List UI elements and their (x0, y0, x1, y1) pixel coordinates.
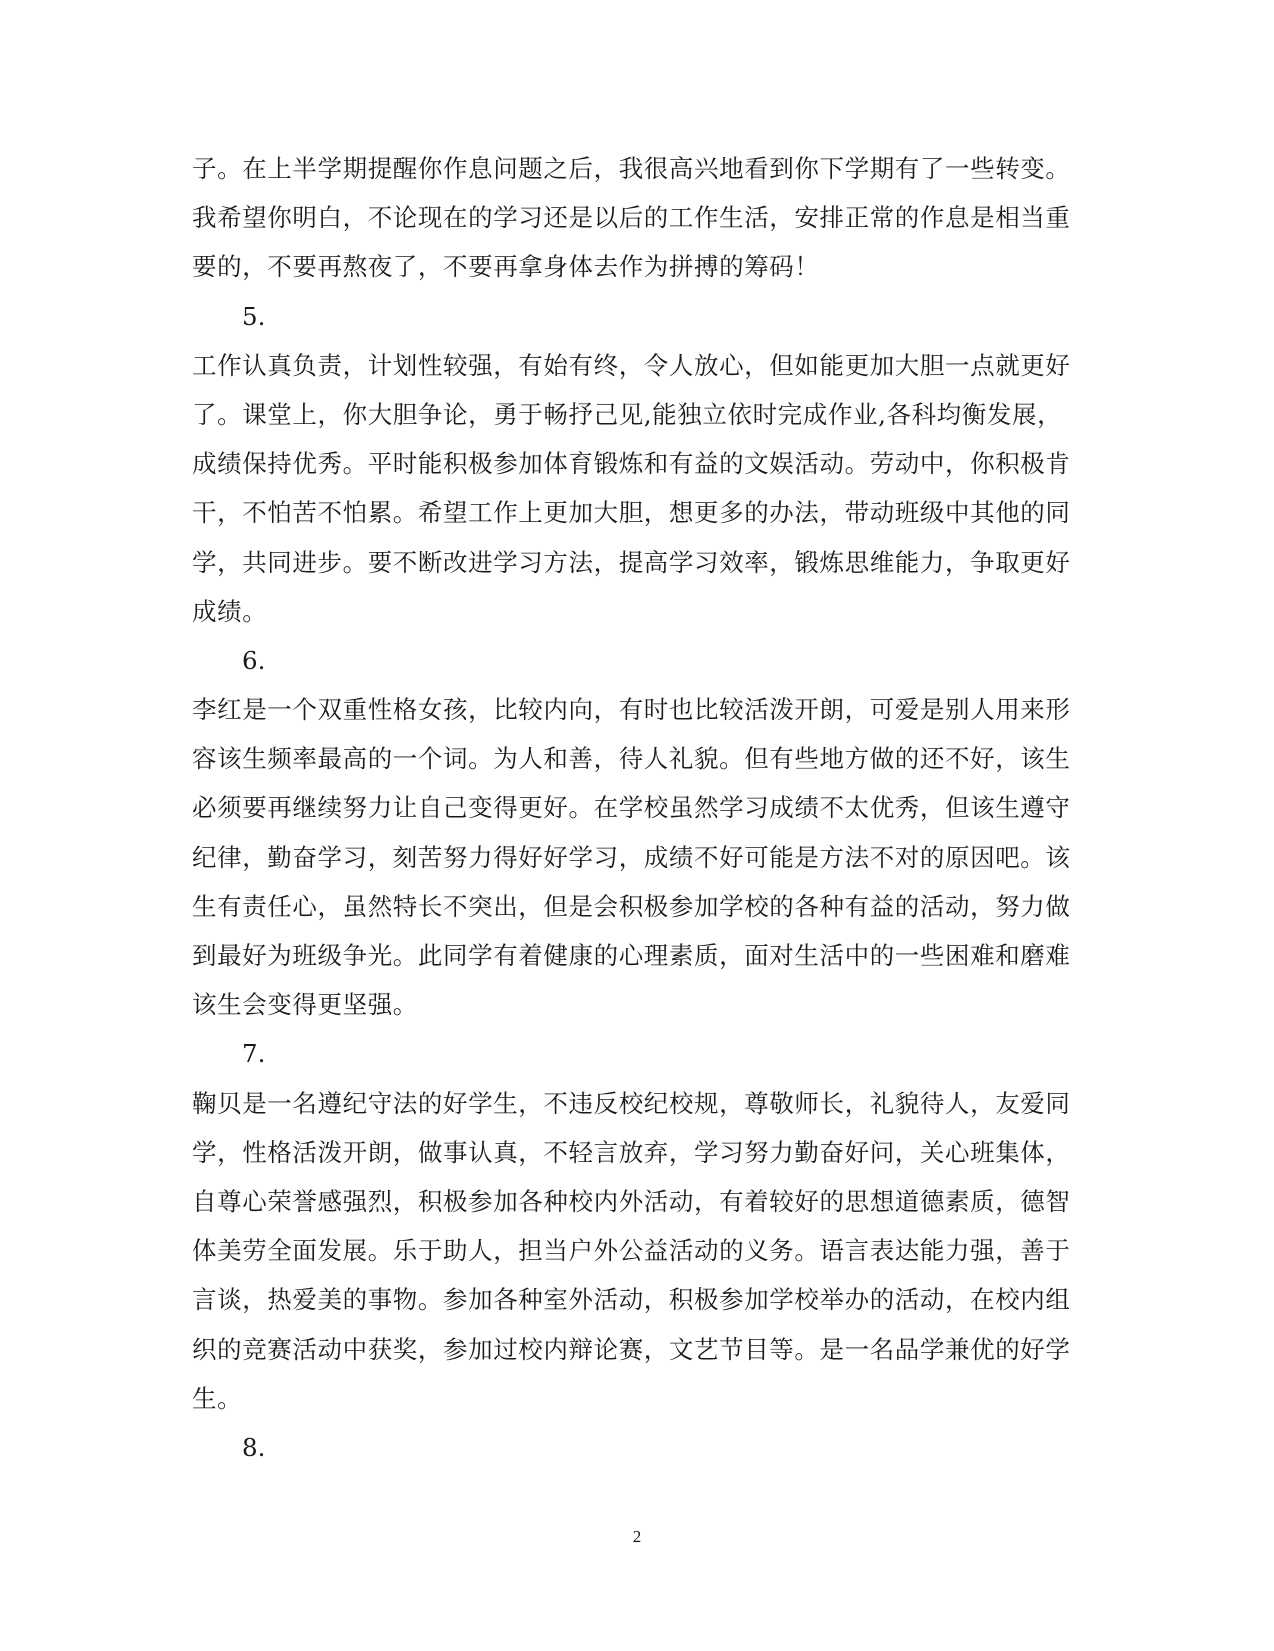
text-line: 必须要再继续努力让自己变得更好。在学校虽然学习成绩不太优秀，但该生遵守 (192, 793, 1071, 823)
text-line: 鞠贝是一名遵纪守法的好学生，不违反校纪校规，尊敬师长，礼貌待人，友爱同 (192, 1088, 1071, 1118)
text-line: 织的竞赛活动中获奖，参加过校内辩论赛，文艺节目等。是一名品学兼优的好学 (192, 1334, 1071, 1364)
text-line: 到最好为班级争光。此同学有着健康的心理素质，面对生活中的一些困难和磨难 (192, 941, 1071, 970)
text-line: 子。在上半学期提醒你作息问题之后，我很高兴地看到你下学期有了一些转变。 (192, 154, 1071, 183)
text-line: 了。课堂上，你大胆争论，勇于畅抒己见,能独立依时完成作业,各科均衡发展， (192, 399, 1063, 429)
item-number: 5. (242, 301, 266, 331)
text-line: 生有责任心，虽然特长不突出，但是会积极参加学校的各种有益的活动，努力做 (192, 891, 1071, 921)
text-line: 体美劳全面发展。乐于助人，担当户外公益活动的义务。语言表达能力强，善于 (192, 1236, 1071, 1266)
text-line: 成绩保持优秀。平时能积极参加体育锻炼和有益的文娱活动。劳动中，你积极肯 (192, 449, 1071, 479)
item-number: 7. (242, 1039, 266, 1069)
text-line: 该生会变得更坚强。 (192, 990, 418, 1020)
text-line: 我希望你明白，不论现在的学习还是以后的工作生活，安排正常的作息是相当重 (192, 203, 1071, 233)
text-line: 容该生频率最高的一个词。为人和善，待人礼貌。但有些地方做的还不好，该生 (192, 744, 1071, 774)
text-line: 干，不怕苦不怕累。希望工作上更加大胆，想更多的办法，带动班级中其他的同 (192, 498, 1071, 528)
document-body (192, 154, 1072, 1482)
item-number: 8. (242, 1432, 266, 1462)
text-line: 生。 (192, 1383, 243, 1413)
text-line: 成绩。 (192, 596, 268, 626)
text-line: 工作认真负责，计划性较强，有始有终，令人放心，但如能更加大胆一点就更好 (192, 350, 1071, 380)
text-line: 言谈，热爱美的事物。参加各种室外活动，积极参加学校举办的活动，在校内组 (192, 1285, 1071, 1315)
text-line: 学，共同进步。要不断改进学习方法，提高学习效率，锻炼思维能力，争取更好 (192, 547, 1071, 577)
text-line: 纪律，勤奋学习，刻苦努力得好好学习，成绩不好可能是方法不对的原因吧。该 (192, 842, 1071, 872)
text-line: 自尊心荣誉感强烈，积极参加各种校内外活动，有着较好的思想道德素质，德智 (192, 1186, 1071, 1216)
page-number: 2 (632, 1527, 642, 1546)
text-line: 李红是一个双重性格女孩，比较内向，有时也比较活泼开朗，可爱是别人用来形 (192, 695, 1071, 725)
item-number: 6. (242, 645, 266, 675)
text-line: 学，性格活泼开朗，做事认真，不轻言放弃，学习努力勤奋好问，关心班集体， (192, 1137, 1071, 1167)
text-line: 要的，不要再熬夜了，不要再拿身体去作为拼搏的筹码！ (192, 252, 820, 282)
